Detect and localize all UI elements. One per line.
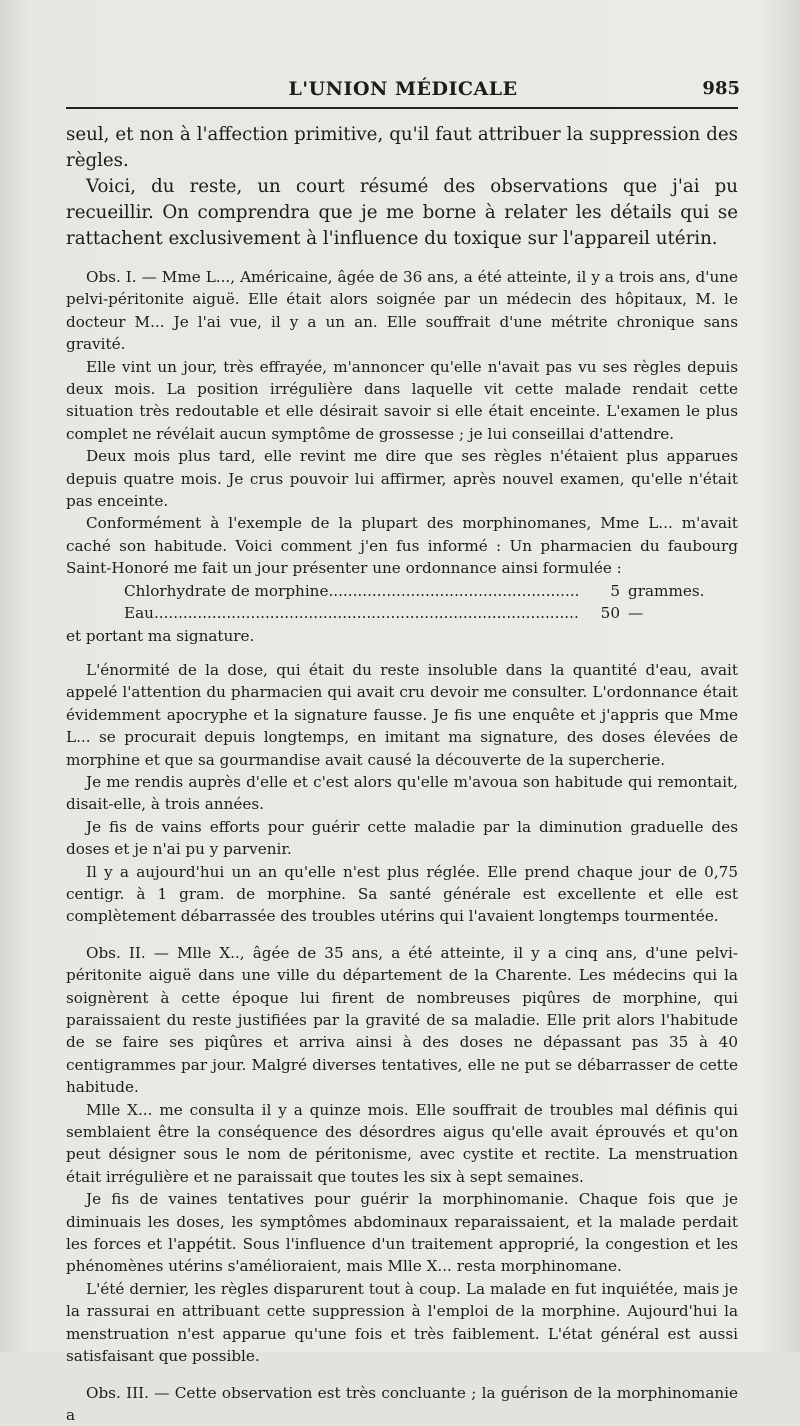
intro-paragraph-1: seul, et non à l'affection primitive, qu'il faut attribuer la suppression des règles. [66,122,738,174]
prescription-unit: grammes. [620,580,736,602]
observation-3 [66,1382,738,1426]
leader-dots [328,580,578,602]
obs2-paragraph-1: Obs. II. — Mlle X.., âgée de 35 ans, a été atteinte, il y a cinq ans, d'une pelvi-péritonite aiguë dans une ville du département de la Charente. Les médecins qui la soignèrent à cette époque lui firent de nombreuses piqûres de morphine, qui paraissaient du reste justifiées par la gravité de sa maladie. Elle prit alors l'habitude de se faire ses piqûres et arriva ainsi à des doses ne dépassant pas 35 à 40 centigrammes par jour. Malgré diverses tentatives, elle ne put se débarrasser de cette habitude. [66,942,738,1099]
leader-dots [154,602,578,624]
obs1-paragraph-3: Deux mois plus tard, elle revint me dire que ses règles n'étaient plus apparues depuis quatre mois. Je crus pouvoir lui affirmer, après nouvel examen, qu'elle n'était pas enceinte. [66,445,738,512]
page-header [66,76,740,106]
header-rule [66,107,738,109]
prescription-item: Chlorhydrate de morphine [124,580,328,602]
obs1-paragraph-7: Je me rendis auprès d'elle et c'est alors qu'elle m'avoua son habitude qui remontait, disait-elle, à trois années. [66,771,738,816]
obs3-paragraph-1: Obs. III. — Cette observation est très concluante ; la guérison de la morphinomanie a [66,1382,738,1426]
obs1-paragraph-5: et portant ma signature. [66,625,738,647]
obs1-paragraph-8: Je fis de vains efforts pour guérir cette maladie par la diminution graduelle des doses et je n'ai pu y parvenir. [66,816,738,861]
prescription-quantity: 50 [582,602,620,624]
obs2-paragraph-2: Mlle X... me consulta il y a quinze mois. Elle souffrait de troubles mal définis qui semblaient être la conséquence des désordres aigus qu'elle avait éprouvés et qu'on peut désigner sous le nom de péritonisme, avec cystite et rectite. La menstruation était irrégulière et ne paraissait que toutes les six à sept semaines. [66,1099,738,1189]
obs1-paragraph-2: Elle vint un jour, très effrayée, m'annoncer qu'elle n'avait pas vu ses règles depuis deux mois. La position irrégulière dans laquelle vit cette malade rendait cette situation très redoutable et elle désirait savoir si elle était enceinte. L'examen le plus complet ne révélait aucun symptôme de grossesse ; je lui conseillai d'attendre. [66,356,738,446]
observation-1 [66,266,738,928]
running-title: L'UNION MÉDICALE [66,78,740,100]
intro-paragraph-2: Voici, du reste, un court résumé des observations que j'ai pu recueillir. On comprendra que je me borne à relater les détails qui se rattachent exclusivement à l'influence du toxique sur l'appareil utérin. [66,174,738,252]
prescription-line [66,580,736,602]
obs1-paragraph-9: Il y a aujourd'hui un an qu'elle n'est plus réglée. Elle prend chaque jour de 0,75 centigr. à 1 gram. de morphine. Sa santé générale est excellente et elle est complètement débarrassée des troubles utérins qui l'avaient longtemps tourmentée. [66,861,738,928]
prescription-item: Eau [124,602,154,624]
page-number: 985 [702,78,740,99]
obs1-paragraph-4: Conformément à l'exemple de la plupart des morphinomanes, Mme L... m'avait caché son habitude. Voici comment j'en fus informé : Un pharmacien du faubourg Saint-Honoré me fait un jour présenter une ordonnance ainsi formulée : [66,512,738,579]
obs2-paragraph-3: Je fis de vaines tentatives pour guérir la morphinomanie. Chaque fois que je diminuais les doses, les symptômes abdominaux reparaissaient, et la malade perdait les forces et l'appétit. Sous l'influence d'un traitement approprié, la congestion et les phénomènes utérins s'amélioraient, mais Mlle X... resta morphinomane. [66,1188,738,1278]
article-body [66,122,738,1426]
prescription [66,580,738,625]
prescription-quantity: 5 [582,580,620,602]
observation-2 [66,942,738,1368]
prescription-unit: — [620,602,736,624]
prescription-line [66,602,736,624]
obs1-paragraph-1: Obs. I. — Mme L..., Américaine, âgée de 36 ans, a été atteinte, il y a trois ans, d'une pelvi-péritonite aiguë. Elle était alors soignée par un médecin des hôpitaux, M. le docteur M... Je l'ai vue, il y a un an. Elle souffrait d'une métrite chronique sans gravité. [66,266,738,356]
obs1-paragraph-6: L'énormité de la dose, qui était du reste insoluble dans la quantité d'eau, avait appelé l'attention du pharmacien qui avait cru devoir me consulter. L'ordonnance était évidemment apocryphe et la signature fausse. Je fis une enquête et j'appris que Mme L... se procurait depuis longtemps, en imitant ma signature, des doses élevées de morphine et que sa gourmandise avait causé la découverte de la supercherie. [66,659,738,771]
obs2-paragraph-4: L'été dernier, les règles disparurent tout à coup. La malade en fut inquiétée, mais je la rassurai en attribuant cette suppression à l'emploi de la morphine. Aujourd'hui la menstruation n'est apparue qu'une fois et très faiblement. L'état général est aussi satisfaisant que possible. [66,1278,738,1368]
